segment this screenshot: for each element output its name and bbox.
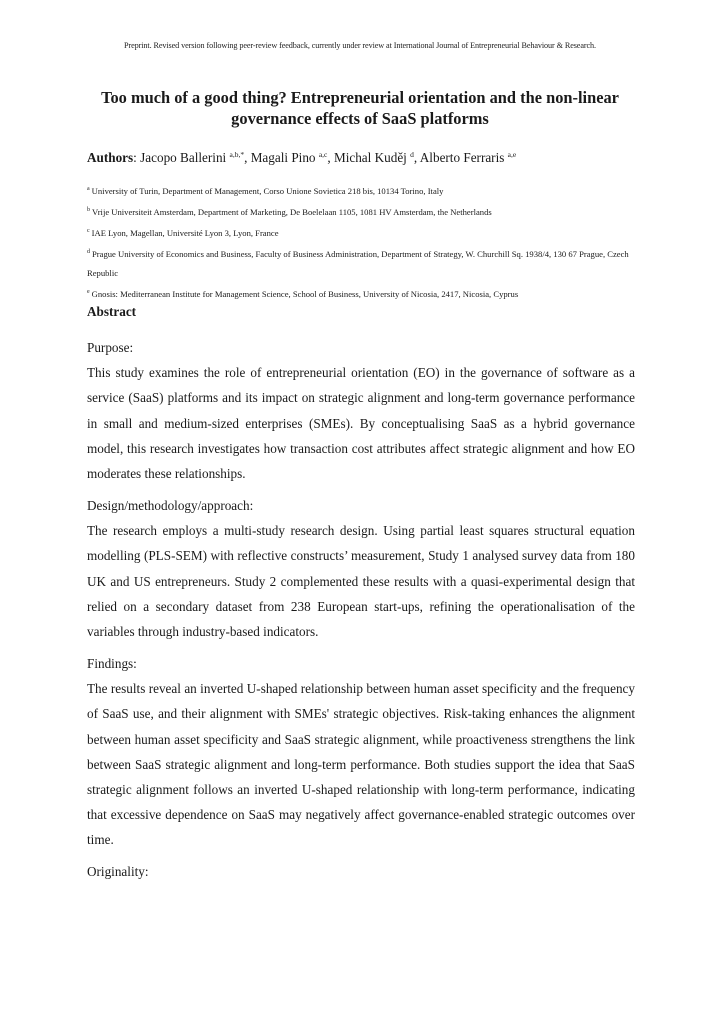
preprint-note: Preprint. Revised version following peer-review feedback, currently under review at International Journal of Entrepreneurial Behaviour & Research. <box>124 41 596 50</box>
abstract-originality <box>87 859 635 884</box>
section-body: This study examines the role of entrepreneurial orientation (EO) in the governance of software as a service (SaaS) platforms and its impact on strategic alignment and long-term governance performance in small and medium-sized enterprises (SMEs). By conceptualising SaaS as a hybrid governance model, this research investigates how transaction cost attributes affect strategic alignment and how EO moderates these relationships. <box>87 365 635 482</box>
author-name: Michal Kuděj <box>333 150 407 165</box>
author-name: Alberto Ferraris <box>419 150 505 165</box>
author-affiliation-mark: a,e <box>507 150 517 159</box>
abstract-findings <box>87 651 635 853</box>
author-name: Magali Pino <box>250 150 316 165</box>
affiliation-item <box>87 180 635 201</box>
affiliation-text: Vrije Universiteit Amsterdam, Department of Marketing, De Boelelaan 1105, 1081 HV Amsterdam, the Netherlands <box>92 207 492 218</box>
section-label: Originality: <box>87 864 149 879</box>
section-label: Purpose: <box>87 340 134 355</box>
abstract-purpose <box>87 335 635 486</box>
affiliations <box>87 180 635 305</box>
abstract-heading: Abstract <box>87 304 137 319</box>
affiliation-text: Gnosis: Mediterranean Institute for Management Science, School of Business, University of Nicosia, 2417, Nicosia, Cyprus <box>91 289 519 300</box>
author-affiliation-mark: d <box>410 150 414 159</box>
affiliation-item <box>87 283 635 304</box>
authors-line: Authors: Jacopo Ballerini $^{a,b,*}$, Magali Pino $^{a,c}$, Michal Kuděj $^d$, Alberto Ferraris $^{a,e}$ <box>87 150 517 165</box>
author-name: Jacopo Ballerini <box>140 150 227 165</box>
section-label: Findings: <box>87 656 137 671</box>
affiliation-item <box>87 222 635 243</box>
affiliation-mark: c <box>87 228 90 235</box>
affiliation-mark: d <box>87 249 90 256</box>
section-label: Design/methodology/approach: <box>87 498 254 513</box>
affiliation-text: Prague University of Economics and Business, Faculty of Business Administration, Department of Strategy, W. Churchill Sq. 1938/4, 130 67 Prague, Czech Republic <box>87 249 629 279</box>
affiliation-item <box>87 243 635 283</box>
affiliation-item <box>87 201 635 222</box>
affiliation-mark: a <box>87 186 90 192</box>
author-affiliation-mark: a,b,* <box>229 150 245 159</box>
authors-label: Authors <box>87 150 134 165</box>
abstract-design <box>87 493 635 644</box>
author-affiliation-mark: a,c <box>318 150 328 159</box>
affiliation-mark: b <box>87 207 90 214</box>
paper-title: Too much of a good thing? Entrepreneurial orientation and the non-linear governance effects of SaaS platforms <box>101 88 619 128</box>
section-body: The results reveal an inverted U-shaped relationship between human asset specificity and the frequency of SaaS use, and their alignment with SMEs' strategic objectives. Risk-taking enhances the alignment between human asset specificity and SaaS strategic alignment, while proactiveness strengthens the link between SaaS strategic alignment and long-term performance. Both studies support the idea that SaaS strategic alignment follows an inverted U-shaped relationship with long-term performance, indicating that excessive dependence on SaaS may negatively affect governance-enabled strategic outcomes over time. <box>87 681 635 848</box>
affiliation-text: IAE Lyon, Magellan, Université Lyon 3, Lyon, France <box>91 228 279 239</box>
section-body: The research employs a multi-study research design. Using partial least squares structural equation modelling (PLS-SEM) with reflective constructs’ measurement, Study 1 analysed survey data from 180 UK and US entrepreneurs. Study 2 complemented these results with a quasi-experimental design that relied on a secondary dataset from 238 European start-ups, refining the operationalisation of the variables through industry-based indicators. <box>87 523 635 640</box>
affiliation-text: University of Turin, Department of Management, Corso Unione Sovietica 218 bis, 10134 Torino, Italy <box>91 186 444 196</box>
affiliation-mark: e <box>87 289 90 296</box>
